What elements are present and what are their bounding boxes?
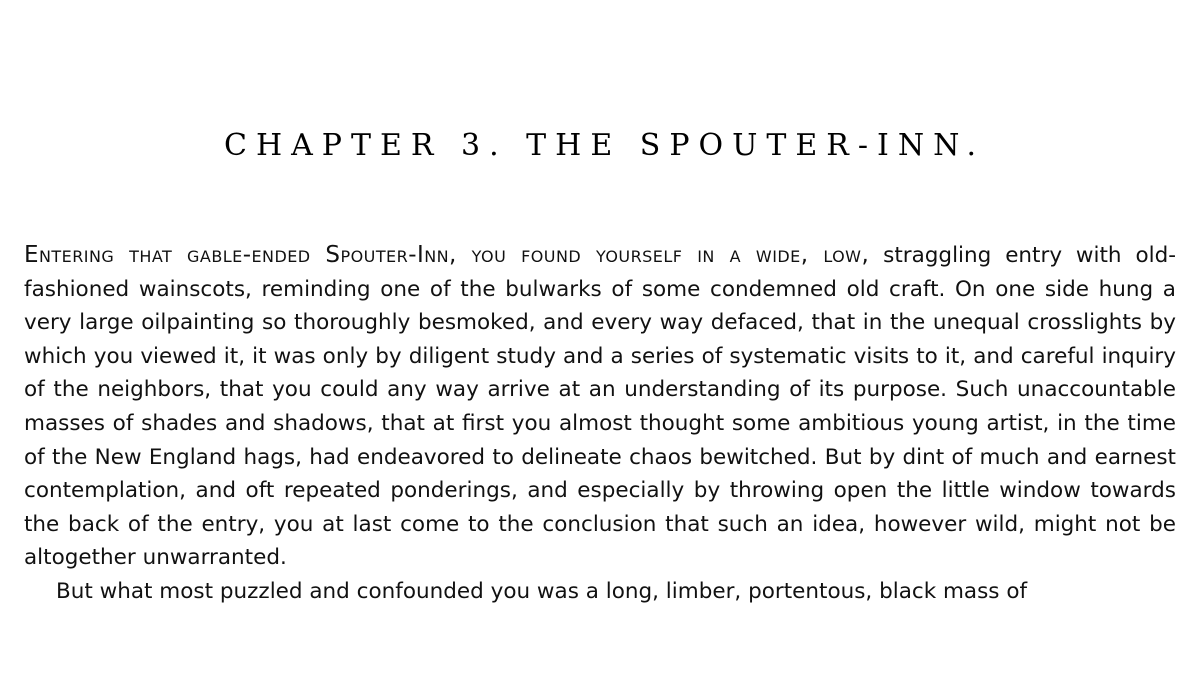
paragraph-1-text: straggling entry with old-fashioned wainscots, reminding one of the bulwarks of some condemned old craft. On one side hung a very large oilpainting so thoroughly besmoked, and every way defaced, that in the unequal crosslights by which you viewed it, it was only by diligent study and a series of systematic visits to it, and careful inquiry of the neighbors, that you could any way arrive at an understanding of its purpose. Such unaccountable masses of shades and shadows, that at first you almost thought some ambitious young artist, in the time of the New England hags, had endeavored to delineate chaos bewitched. But by dint of much and earnest contemplation, and oft repeated ponderings, and especially by throwing open the little window towards the back of the entry, you at last come to the conclusion that such an idea, however wild, might not be altogether unwarranted.: [24, 243, 1176, 571]
paragraph-2: But what most puzzled and confounded you was a long, limber, portentous, black mass of: [56, 578, 1028, 604]
paragraph-1-opening: Entering that gable-ended Spouter-Inn, you found yourself in a wide, low,: [24, 242, 870, 268]
paragraph-1: [24, 239, 1176, 575]
chapter-title: CHAPTER 3. THE SPOUTER-INN.: [224, 128, 985, 163]
chapter-body: [24, 239, 1176, 609]
